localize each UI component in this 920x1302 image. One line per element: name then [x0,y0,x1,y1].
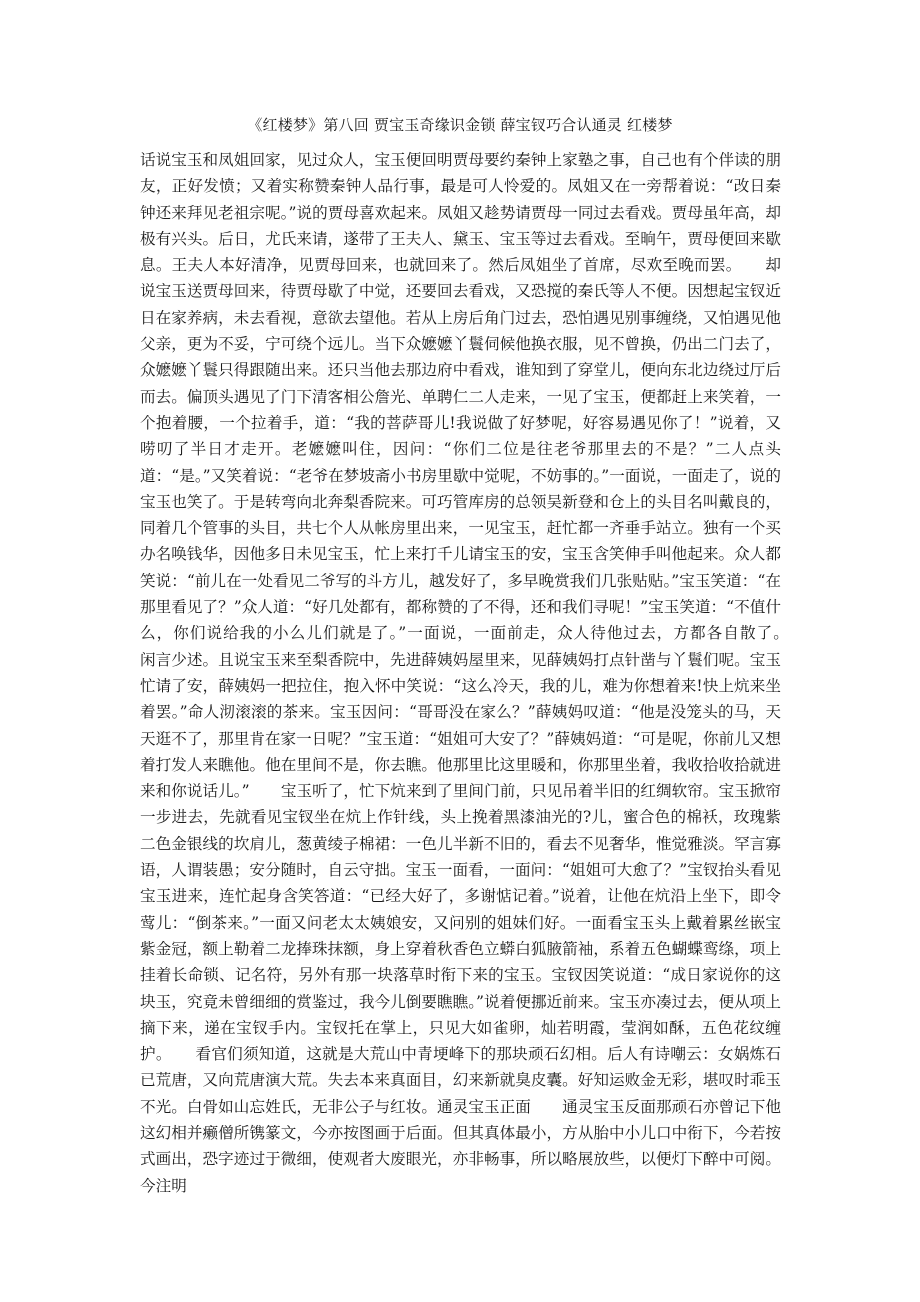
chapter-body [140,147,813,1199]
body-paragraph: 话说宝玉和凤姐回家，见过众人，宝玉便回明贾母要约秦钟上家塾之事，自己也有个伴读的朋友，正好发愤；又着实称赞秦钟人品行事，最是可人怜爱的。凤姐又在一旁帮着说：“改日秦钟还来拜见老祖宗呢。”说的贾母喜欢起来。凤姐又趁势请贾母一同过去看戏。贾母虽年高，却极有兴头。后日，尤氏来请，遂带了王夫人、黛玉、宝玉等过去看戏。至晌午，贾母便回来歇息。王夫人本好清净，见贾母回来，也就回来了。然后凤姐坐了首席，尽欢至晚而罢。 却说宝玉送贾母回来，待贾母歇了中觉，还要回去看戏，又恐搅的秦氏等人不便。因想起宝钗近日在家养病，未去看视，意欲去望他。若从上房后角门过去，恐怕遇见别事缠绕，又怕遇见他父亲，更为不妥，宁可绕个远儿。当下众嬷嬷丫鬟伺候他换衣服，见不曾换，仍出二门去了，众嬷嬷丫鬟只得跟随出来。还只当他去那边府中看戏，谁知到了穿堂儿，便向东北边绕过厅后而去。偏顶头遇见了门下清客相公詹光、单聘仁二人走来，一见了宝玉，便都赶上来笑着，一个抱着腰，一个拉着手，道：“我的菩萨哥儿!我说做了好梦呢，好容易遇见你了！”说着，又唠叨了半日才走开。老嬷嬷叫住，因问：“你们二位是往老爷那里去的不是？”二人点头道：“是。”又笑着说：“老爷在梦坡斋小书房里歇中觉呢，不妨事的。”一面说，一面走了，说的宝玉也笑了。于是转弯向北奔梨香院来。可巧管库房的总领吴新登和仓上的头目名叫戴良的，同着几个管事的头目，共七个人从帐房里出来，一见宝玉，赶忙都一齐垂手站立。独有一个买办名唤钱华，因他多日未见宝玉，忙上来打千儿请宝玉的安，宝玉含笑伸手叫他起来。众人都笑说：“前儿在一处看见二爷写的斗方儿，越发好了，多早晚赏我们几张贴贴。”宝玉笑道：“在那里看见了？”众人道：“好几处都有，都称赞的了不得，还和我们寻呢！”宝玉笑道：“不值什么，你们说给我的小么儿们就是了。”一面说，一面前走，众人待他过去，方都各自散了。 闲言少述。且说宝玉来至梨香院中，先进薛姨妈屋里来，见薛姨妈打点针凿与丫鬟们呢。宝玉忙请了安，薛姨妈一把拉住，抱入怀中笑说：“这么冷天，我的儿，难为你想着来!快上炕来坐着罢。”命人沏滚滚的茶来。宝玉因问：“哥哥没在家么？”薛姨妈叹道：“他是没笼头的马，天天逛不了，那里肯在家一日呢？”宝玉道：“姐姐可大安了？”薛姨妈道：“可是呢，你前儿又想着打发人来瞧他。他在里间不是，你去瞧。他那里比这里暖和，你那里坐着，我收拾收拾就进来和你说话儿。” 宝玉听了，忙下炕来到了里间门前，只见吊着半旧的红绸软帘。宝玉掀帘一步进去，先就看见宝钗坐在炕上作针线，头上挽着黑漆油光的?儿，蜜合色的棉袄，玫瑰紫二色金银线的坎肩儿，葱黄绫子棉裙：一色儿半新不旧的，看去不见奢华，惟觉雅淡。罕言寡语，人谓装愚；安分随时，自云守拙。宝玉一面看，一面问：“姐姐可大愈了？”宝钗抬头看见宝玉进来，连忙起身含笑答道：“已经大好了，多谢惦记着。”说着，让他在炕沿上坐下，即令莺儿：“倒茶来。”一面又问老太太姨娘安，又问别的姐妹们好。一面看宝玉头上戴着累丝嵌宝紫金冠，额上勒着二龙捧珠抹额，身上穿着秋香色立蟒白狐腋箭袖，系着五色蝴蝶鸾绦，项上挂着长命锁、记名符，另外有那一块落草时衔下来的宝玉。宝钗因笑说道：“成日家说你的这块玉，究竟未曾细细的赏鉴过，我今儿倒要瞧瞧。”说着便挪近前来。宝玉亦凑过去，便从项上摘下来，递在宝钗手内。宝钗托在掌上，只见大如雀卵，灿若明霞，莹润如酥，五色花纹缠护。 看官们须知道，这就是大荒山中青埂峰下的那块顽石幻相。后人有诗嘲云：女娲炼石已荒唐，又向荒唐演大荒。失去本来真面目，幻来新就臭皮囊。好知运败金无彩，堪叹时乖玉不光。白骨如山忘姓氏，无非公子与红妆。通灵宝玉正面 通灵宝玉反面那顽石亦曾记下他这幻相并癞僧所镌篆文，今亦按图画于后面。但其真体最小，方从胎中小儿口中衔下，今若按式画出，恐字迹过于微细，使观者大废眼光，亦非畅事，所以略展放些，以便灯下醉中可阅。今注明 [140,151,813,1195]
chapter-title: 《红楼梦》第八回 贾宝玉奇缘识金锁 薛宝钗巧合认通灵 红楼梦 [247,116,673,134]
